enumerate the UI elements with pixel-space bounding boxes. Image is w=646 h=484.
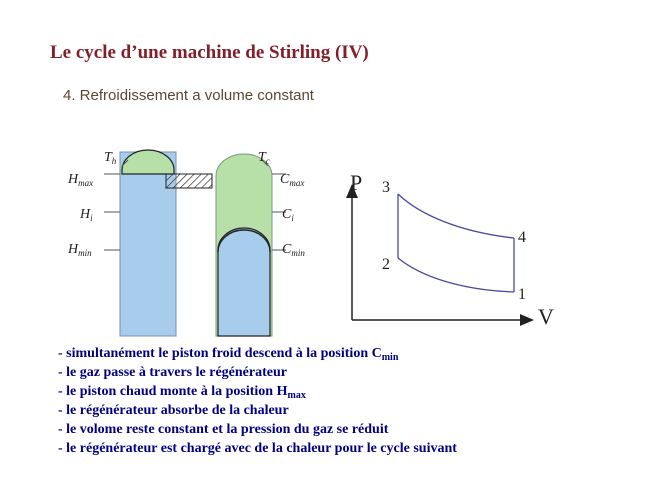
axis-label-v: V [538, 304, 554, 329]
bullet-item: - le régénérateur absorbe de la chaleur [58, 403, 289, 418]
stirling-engine [67, 150, 305, 336]
bullet-item: - le gaz passe à travers le régénérateur [58, 365, 287, 380]
label-hmin: $H_{min}$ [68, 242, 92, 258]
label-ci: $C_i$ [282, 207, 294, 223]
point-label-4: 4 [518, 229, 526, 246]
label-hmax: $H_{max}$ [68, 172, 94, 188]
point-label-1: 1 [518, 286, 526, 303]
bullet-item: - simultanément le piston froid descend à la position $C_{min}$ [58, 346, 399, 363]
x-axis-arrow [520, 314, 534, 326]
label-tc: $T_c$ [258, 150, 270, 166]
label-th: $T_h$ [104, 150, 117, 166]
cold-piston [218, 228, 270, 336]
regenerator [166, 174, 212, 188]
point-label-2: 2 [382, 256, 390, 273]
slide-title: Le cycle d’une machine de Stirling (IV) [50, 42, 369, 63]
axis-label-p: P [350, 170, 363, 195]
slide-subtitle: 4. Refroidissement a volume constant [63, 87, 314, 104]
bullet-item: - le régénérateur est chargé avec de la chaleur pour le cycle suivant [58, 441, 457, 456]
point-label-3: 3 [382, 179, 390, 196]
curve-lower-isotherm [398, 258, 514, 292]
bullet-item: - le piston chaud monte à la position $H_{max}$ [58, 384, 306, 401]
pv-diagram [346, 170, 554, 329]
bullet-item: - le volome reste constant et la pression du gaz se réduit [58, 422, 389, 437]
curve-upper-isotherm [398, 194, 514, 238]
bullet-list [58, 344, 457, 458]
label-hi: $H_i$ [80, 207, 93, 223]
label-cmax: $C_{max}$ [280, 172, 305, 188]
label-cmin: $C_{min}$ [282, 242, 305, 258]
